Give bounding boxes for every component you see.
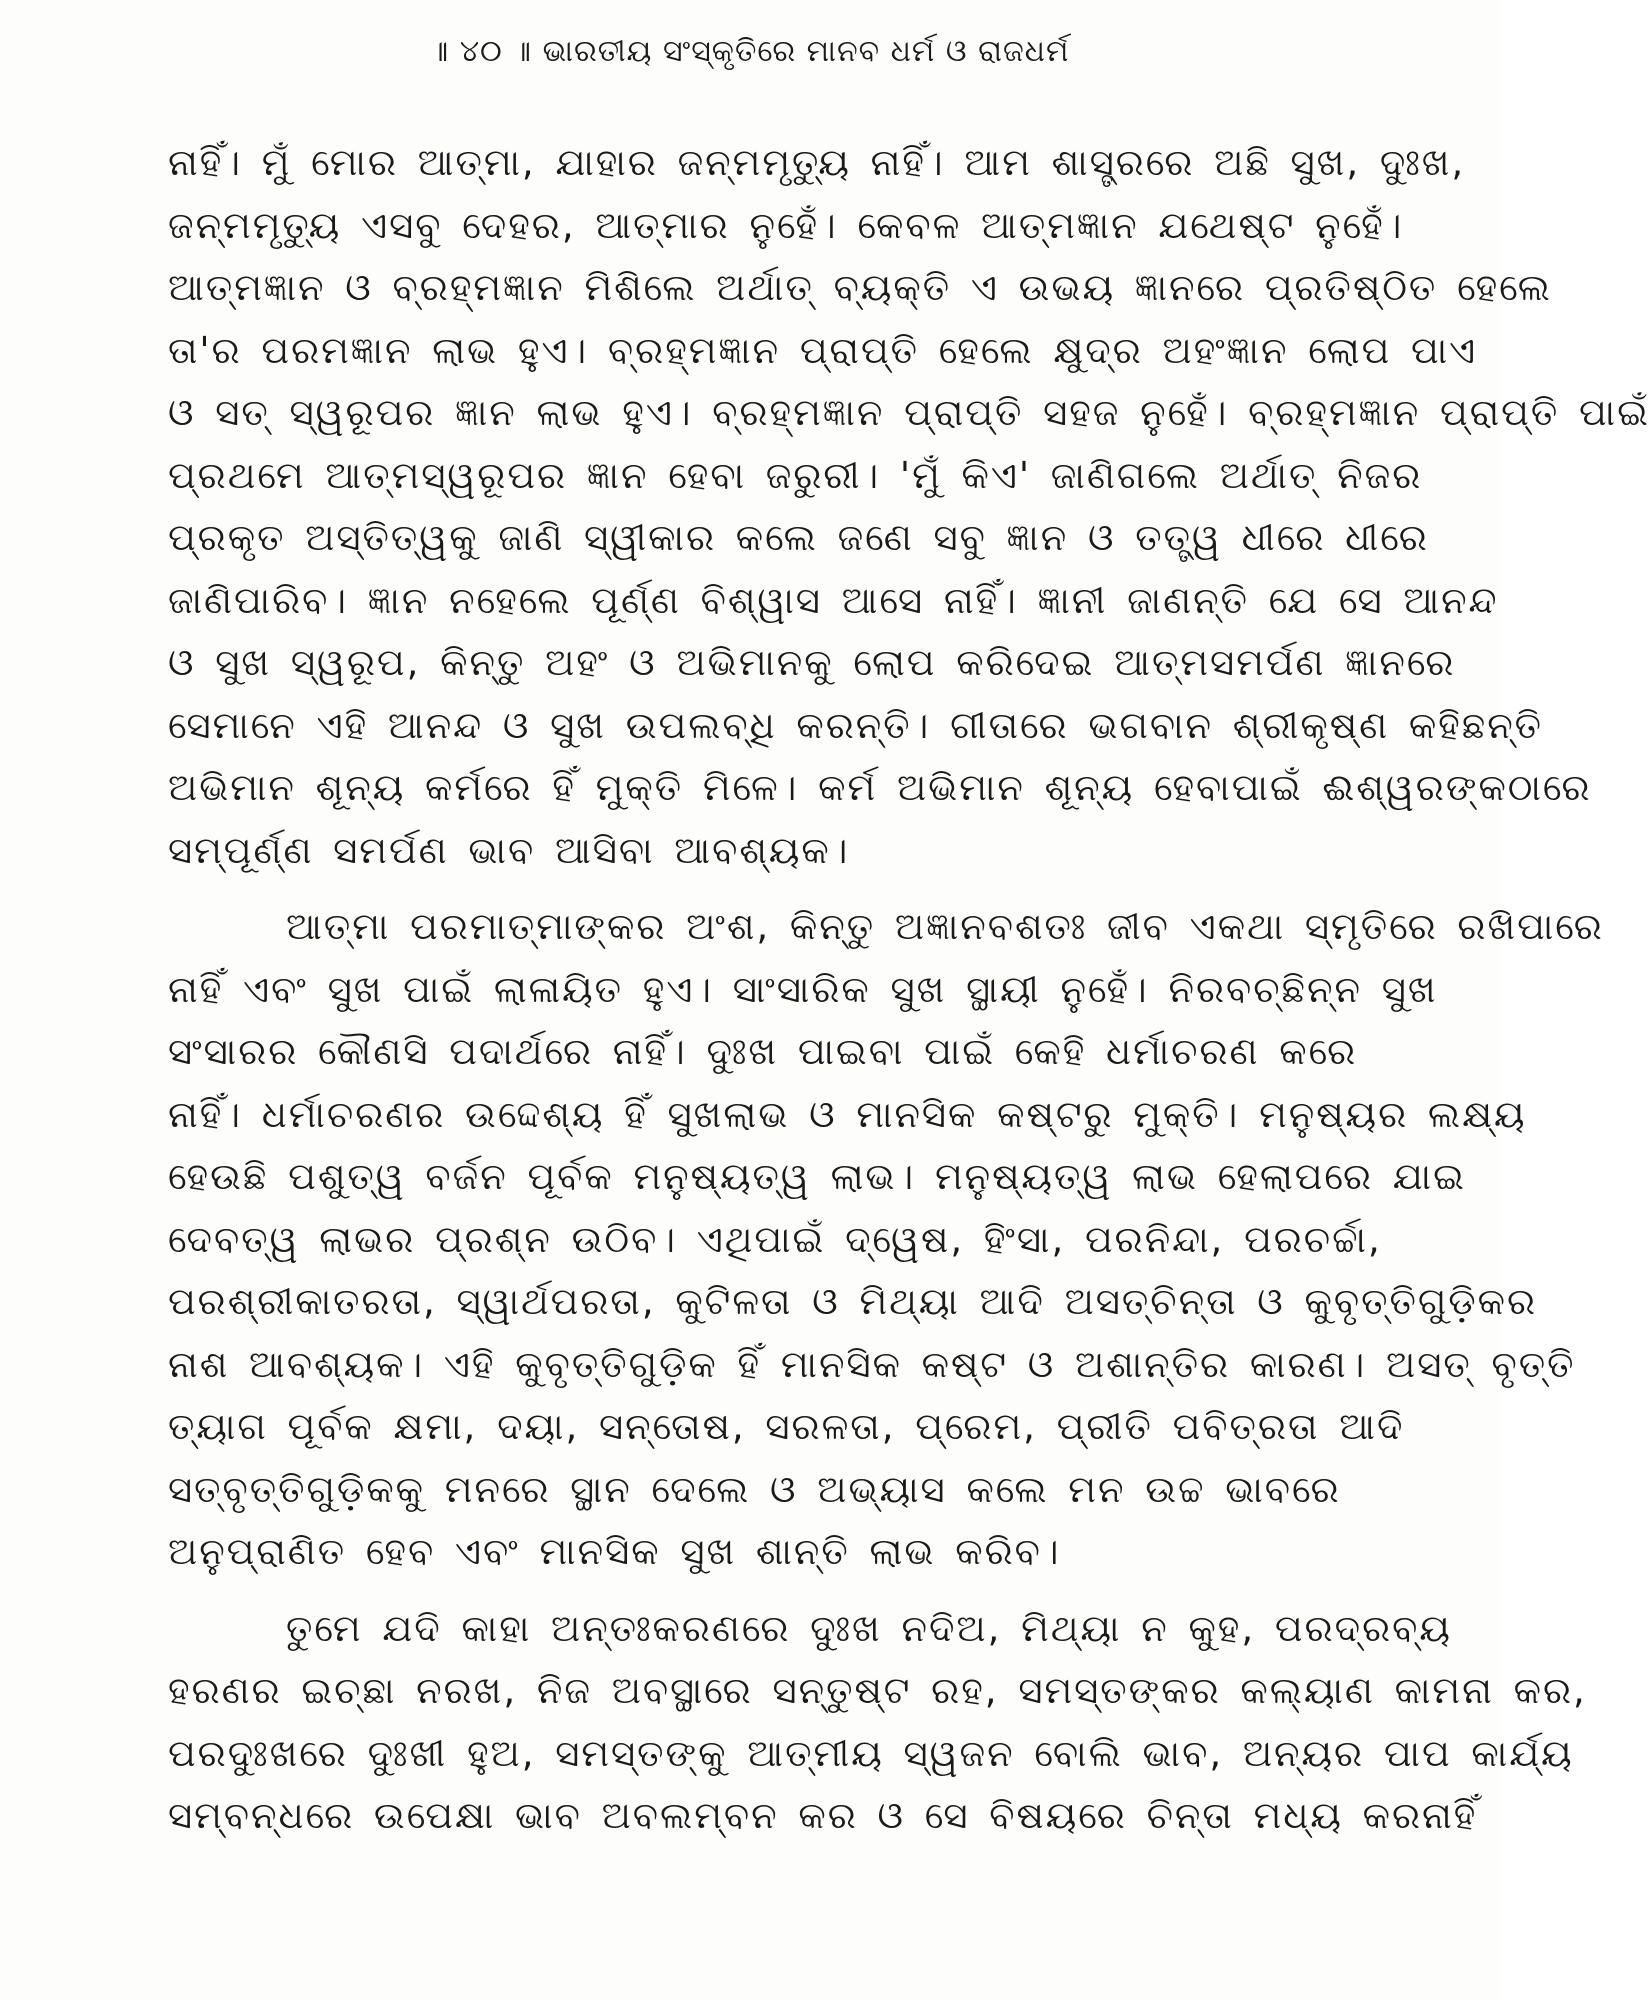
text-line: ହରଣର ଇଚ୍ଛା ନରଖ, ନିଜ ଅବସ୍ଥାରେ ସନ୍ତୁଷ୍ଟ ରହ, ସମସ୍ତଙ୍କର କଲ୍ୟାଣ କାମନା କର,	[168, 1669, 1587, 1712]
text-line: ତୁମେ ଯଦି କାହା ଅନ୍ତଃକରଣରେ ଦୁଃଖ ନଦିଅ, ମିଥ୍ୟା ନ କୁହ, ପରଦ୍ରବ୍ୟ	[286, 1606, 1452, 1650]
paragraph-1	[168, 132, 1650, 882]
text-line: ଆତ୍ମଜ୍ଞାନ ଓ ବ୍ରହ୍ମଜ୍ଞାନ ମିଶିଲେ ଅର୍ଥାତ୍ ବ୍ୟକ୍ତି ଏ ଉଭୟ ଜ୍ଞାନରେ ପ୍ରତିଷ୍ଠିତ ହେଲେ	[168, 266, 1552, 309]
text-line: ସତ୍‌ବୃତ୍ତିଗୁଡ଼ିକକୁ ମନରେ ସ୍ଥାନ ଦେଲେ ଓ ଅଭ୍ୟାସ କଲେ ମନ ଉଚ୍ଚ ଭାବରେ	[168, 1467, 1341, 1511]
text-line: ପରଦୁଃଖରେ ଦୁଃଖୀ ହୁଅ, ସମସ୍ତଙ୍କୁ ଆତ୍ମୀୟ ସ୍ୱଜନ ବୋଲି ଭାବ, ଅନ୍ୟର ପାପ କାର୍ଯ୍ୟ	[168, 1731, 1574, 1775]
text-line: ସଂସାରର କୌଣସି ପଦାର୍ଥରେ ନାହିଁ। ଦୁଃଖ ପାଇବା ପାଇଁ କେହି ଧର୍ମାଚରଣ କରେ	[168, 1030, 1358, 1073]
text-line: ପରଶ୍ରୀକାତରତା, ସ୍ୱାର୍ଥପରତା, କୁଟିଳତା ଓ ମିଥ୍ୟା ଆଦି ଅସତ୍‌ଚିନ୍ତା ଓ କୁବୃତ୍ତିଗୁଡ଼ିକର	[168, 1280, 1538, 1323]
text-line: ଜାଣିପାରିବ। ଜ୍ଞାନ ନହେଲେ ପୂର୍ଣ୍ଣ ବିଶ୍ୱାସ ଆସେ ନାହିଁ। ଜ୍ଞାନୀ ଜାଣନ୍ତି ଯେ ସେ ଆନନ୍ଦ	[168, 578, 1499, 622]
paragraph-3	[168, 1598, 1587, 1848]
text-line: ସେମାନେ ଏହି ଆନନ୍ଦ ଓ ସୁଖ ଉପଲବ୍ଧି କରନ୍ତି। ଗୀତାରେ ଭଗବାନ ଶ୍ରୀକୃଷ୍ଣ କହିଛନ୍ତି	[168, 703, 1544, 747]
text-line: ସମ୍ପୂର୍ଣ୍ଣ ସମର୍ପଣ ଭାବ ଆସିବା ଆବଶ୍ୟକ।	[168, 828, 850, 872]
text-line: ଅଭିମାନ ଶୂନ୍ୟ କର୍ମରେ ହିଁ ମୁକ୍ତି ମିଳେ। କର୍ମ ଅଭିମାନ ଶୂନ୍ୟ ହେବାପାଇଁ ଈଶ୍ୱରଙ୍କଠାରେ	[168, 766, 1592, 809]
text-line: ତ୍ୟାଗ ପୂର୍ବକ କ୍ଷମା, ଦୟା, ସନ୍ତୋଷ, ସରଳତା, ପ୍ରେମ, ପ୍ରୀତି ପବିତ୍ରତା ଆଦି	[168, 1405, 1405, 1448]
paragraph-2	[168, 896, 1604, 1584]
text-line: ନାହିଁ। ଧର୍ମାଚରଣର ଉଦ୍ଦେଶ୍ୟ ହିଁ ସୁଖଲାଭ ଓ ମାନସିକ କଷ୍ଟରୁ ମୁକ୍ତି। ମନୁଷ୍ୟର ଲକ୍ଷ୍ୟ	[168, 1092, 1527, 1136]
text-line: ଓ ସୁଖ ସ୍ୱରୂପ, କିନ୍ତୁ ଅହଂ ଓ ଅଭିମାନକୁ ଲୋପ କରିଦେଇ ଆତ୍ମସମର୍ପଣ ଜ୍ଞାନରେ	[168, 641, 1456, 684]
text-line: ଆତ୍ମା ପରମାତ୍ମାଙ୍କର ଅଂଶ, କିନ୍ତୁ ଅଜ୍ଞାନବଶତଃ ଜୀବ ଏକଥା ସ୍ମୃତିରେ ରଖିପାରେ	[286, 905, 1604, 948]
text-line: ଜନ୍ମମୃତ୍ୟୁ ଏସବୁ ଦେହର, ଆତ୍ମାର ନୁହେଁ। କେବଳ ଆତ୍ମଜ୍ଞାନ ଯଥେଷ୍ଟ ନୁହେଁ।	[168, 203, 1404, 247]
text-line: ଦେବତ୍ୱ ଲାଭର ପ୍ରଶ୍ନ ଉଠିବ। ଏଥିପାଇଁ ଦ୍ୱେଷ, ହିଂସା, ପରନିନ୍ଦା, ପରଚର୍ଚ୍ଚା,	[168, 1217, 1382, 1261]
body-text	[168, 132, 1650, 1848]
text-line: ତା'ର ପରମଜ୍ଞାନ ଲାଭ ହୁଏ। ବ୍ରହ୍ମଜ୍ଞାନ ପ୍ରାପ୍ତି ହେଲେ କ୍ଷୁଦ୍ର ଅହଂଜ୍ଞାନ ଲୋପ ପାଏ	[168, 328, 1478, 372]
text-line: ନାଶ ଆବଶ୍ୟକ। ଏହି କୁବୃତ୍ତିଗୁଡ଼ିକ ହିଁ ମାନସିକ କଷ୍ଟ ଓ ଅଶାନ୍ତିର କାରଣ। ଅସତ୍ ବୃତ୍ତି	[168, 1342, 1576, 1386]
text-line: ନାହିଁ। ମୁଁ ମୋର ଆତ୍ମା, ଯାହାର ଜନ୍ମମୃତ୍ୟୁ ନାହିଁ। ଆମ ଶାସ୍ତ୍ରରେ ଅଛି ସୁଖ, ଦୁଃଖ,	[168, 141, 1466, 184]
text-line: ସମ୍ବନ୍ଧରେ ଉପେକ୍ଷା ଭାବ ଅବଲମ୍ବନ କର ଓ ସେ ବିଷୟରେ ଚିନ୍ତା ମଧ୍ୟ କରନାହିଁ	[168, 1794, 1478, 1837]
text-line: ନାହିଁ ଏବଂ ସୁଖ ପାଇଁ ଲାଳାୟିତ ହୁଏ। ସାଂସାରିକ ସୁଖ ସ୍ଥାୟୀ ନୁହେଁ। ନିରବଚ୍ଛିନ୍ନ ସୁଖ	[168, 967, 1438, 1011]
text-line: ପ୍ରଥମେ ଆତ୍ମସ୍ୱରୂପର ଜ୍ଞାନ ହେବା ଜରୁରୀ। 'ମୁଁ କିଏ' ଜାଣିଗଲେ ଅର୍ଥାତ୍ ନିଜର	[168, 453, 1423, 497]
running-header: ॥ ୪୦ ॥ ଭାରତୀୟ ସଂସ୍କୃତିରେ ମାନବ ଧର୍ମ ଓ ରାଜଧର୍ମ	[430, 34, 1070, 69]
text-line: ପ୍ରକୃତ ଅସ୍ତିତ୍ୱକୁ ଜାଣି ସ୍ୱୀକାର କଲେ ଜଣେ ସବୁ ଜ୍ଞାନ ଓ ତତ୍ତ୍ୱ ଧୀରେ ଧୀରେ	[168, 516, 1429, 559]
text-line: ଅନୁପ୍ରାଣିତ ହେବ ଏବଂ ମାନସିକ ସୁଖ ଶାନ୍ତି ଲାଭ କରିବ।	[168, 1530, 1061, 1573]
text-line: ଓ ସତ୍ ସ୍ୱରୂପର ଜ୍ଞାନ ଲାଭ ହୁଏ। ବ୍ରହ୍ମଜ୍ଞାନ ପ୍ରାପ୍ତି ସହଜ ନୁହେଁ। ବ୍ରହ୍ମଜ୍ଞାନ ପ୍ରାପ୍ତି ପାଇଁ	[168, 391, 1650, 434]
text-line: ହେଉଛି ପଶୁତ୍ୱ ବର୍ଜନ ପୂର୍ବକ ମନୁଷ୍ୟତ୍ୱ ଲାଭ। ମନୁଷ୍ୟତ୍ୱ ଲାଭ ହେଲାପରେ ଯାଇ	[168, 1155, 1466, 1198]
